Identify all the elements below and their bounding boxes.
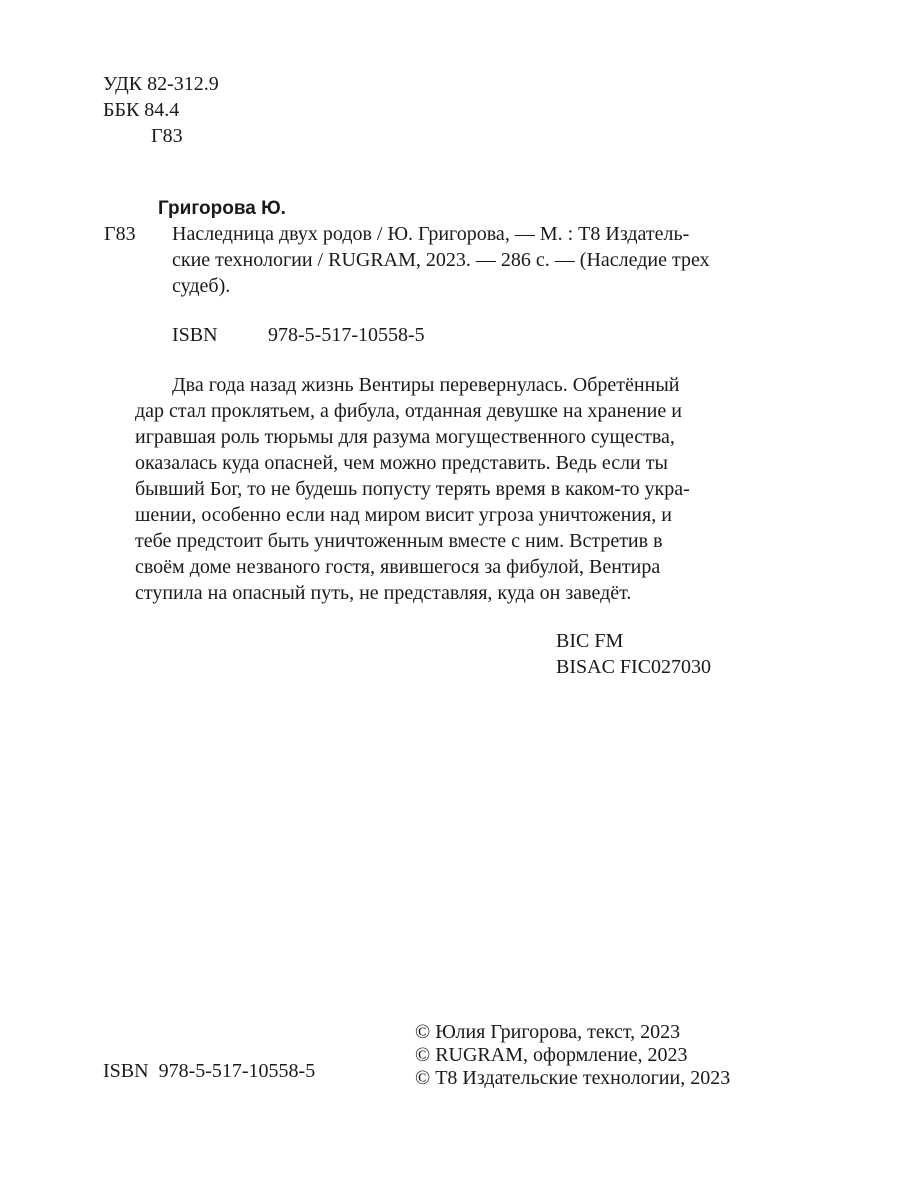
udk-code: УДК 82-312.9 [103, 73, 219, 95]
annotation-line: оказалась куда опасней, чем можно представить. Ведь если ты [135, 452, 668, 474]
annotation-line: тебе предстоит быть уничтоженным вместе с ним. Встретив в [135, 530, 663, 552]
footer-isbn: ISBN 978-5-517-10558-5 [103, 1060, 316, 1082]
author-name: Григорова Ю. [158, 198, 286, 219]
annotation-line: своём доме незваного гостя, явившегося за фибулой, Вентира [135, 556, 661, 578]
bbk-code: ББК 84.4 [103, 99, 180, 121]
description-line: Наследница двух родов / Ю. Григорова, — М. : Т8 Издатель- [172, 223, 690, 245]
copyright-line: © Юлия Григорова, текст, 2023 [415, 1021, 681, 1043]
bisac-code: BISAC FIC027030 [556, 656, 712, 678]
annotation-line: игравшая роль тюрьмы для разума могущественного существа, [135, 426, 675, 448]
copyright-line: © Т8 Издательские технологии, 2023 [415, 1067, 731, 1089]
description-line: судеб). [172, 275, 231, 297]
description-line: ские технологии / RUGRAM, 2023. — 286 с. — (Наследие трех [172, 249, 710, 271]
copyright-line: © RUGRAM, оформление, 2023 [415, 1044, 688, 1066]
isbn-entry [172, 322, 425, 348]
bibliographic-description [172, 221, 752, 299]
annotation-line: бывший Бог, то не будешь попусту терять время в каком-то укра- [135, 478, 690, 500]
bic-code: BIC FM [556, 630, 624, 652]
annotation-line: дар стал проклятьем, а фибула, отданная девушке на хранение и [135, 400, 682, 422]
author-sign-code-entry: Г83 [104, 223, 136, 245]
isbn-number: 978-5-517-10558-5 [268, 324, 425, 346]
isbn-label: ISBN [172, 324, 218, 346]
annotation-line: шении, особенно если над миром висит угроза уничтожения, и [135, 504, 672, 526]
annotation [135, 372, 753, 606]
annotation-line: Два года назад жизнь Вентиры перевернулась. Обретённый [172, 374, 680, 396]
annotation-line: ступила на опасный путь, не представляя, куда он заведёт. [135, 582, 632, 604]
author-sign-code: Г83 [151, 125, 183, 147]
